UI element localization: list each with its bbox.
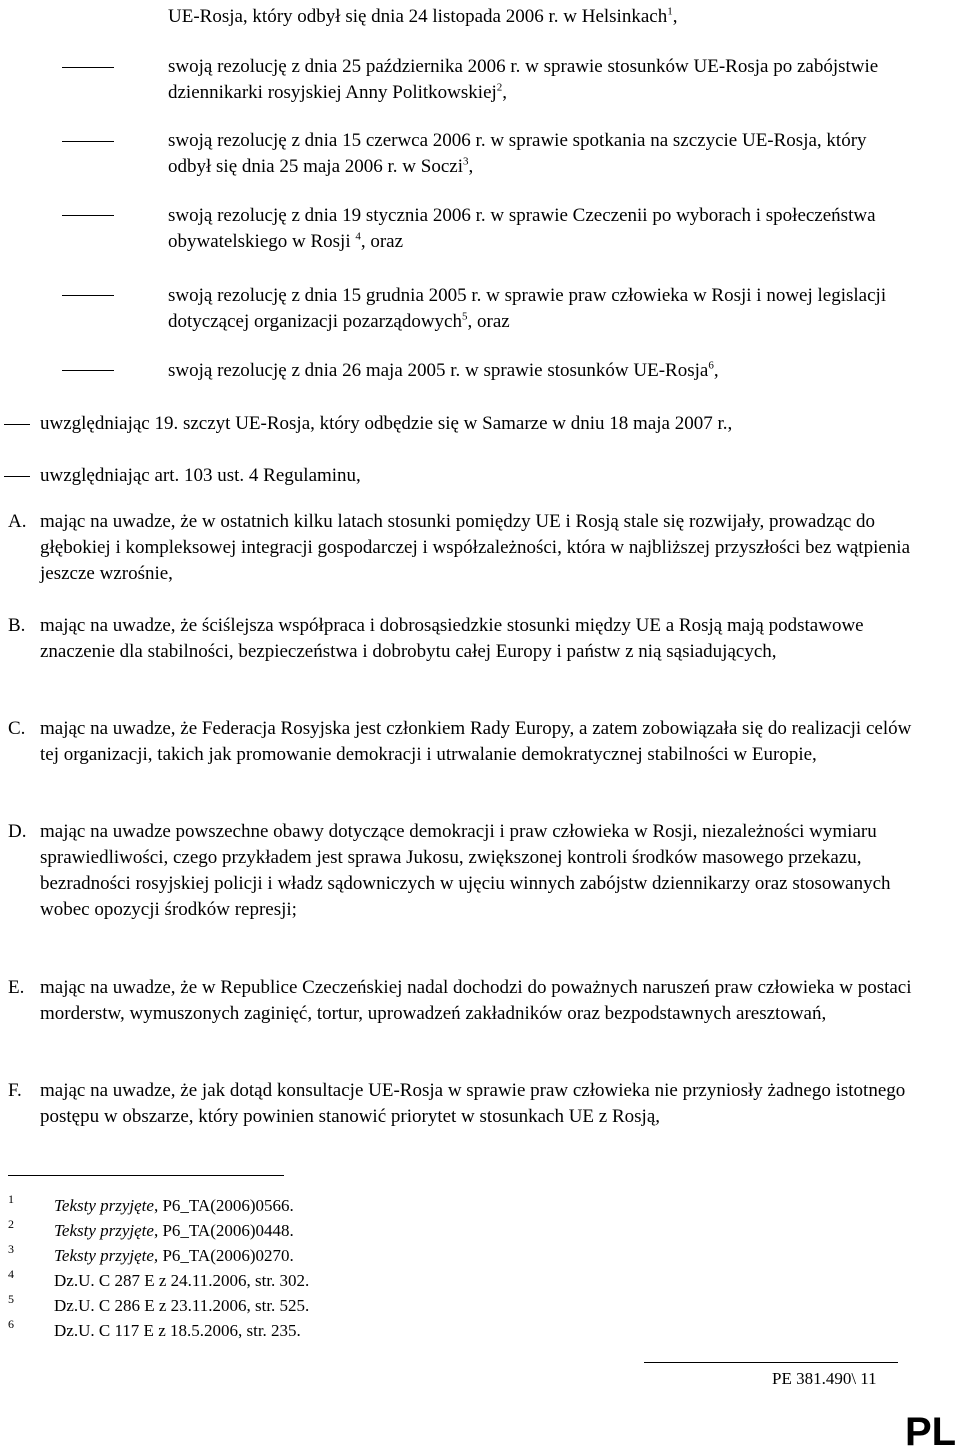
sub-item (168, 358, 908, 384)
footnote-number: 5 (8, 1292, 14, 1306)
sub-item-tail: , (468, 156, 474, 177)
dash-bullet (62, 67, 114, 68)
dash-bullet (62, 370, 114, 371)
footnote-ref: 1 (667, 5, 673, 18)
footnote-text (54, 1195, 294, 1217)
footnote-number: 2 (8, 1217, 14, 1231)
footnote-text (54, 1320, 301, 1342)
recital-text: mając na uwadze powszechne obawy dotyczące demokracji i praw człowieka w Rosji, niezależności wymiaru sprawiedliwości, czego przykładem jest sprawa Jukosu, zwiększonej kontroli środków masowego przekazu, bezradności rosyjskiej policji i władz sądowniczych w ujęciu winnych zabójstw dziennikarzy oraz stosowanych wobec opozycji środków represji; (40, 821, 891, 920)
intro-line-tail: , (672, 6, 678, 27)
recital-text: mając na uwadze, że w ostatnich kilku latach stosunki pomiędzy UE i Rosją stale się rozwijały, prowadząc do głębokiej i kompleksowej integracji gospodarczej i współzależności, która w najbliższej przyszłości bez wątpienia jeszcze wzrośnie, (40, 511, 911, 584)
language-code: PL (905, 1410, 957, 1454)
footnote-number: 1 (8, 1192, 14, 1206)
sub-item-text: swoją rezolucję z dnia 15 czerwca 2006 r. w sprawie spotkania na szczycie UE-Rosja, który odbył się dnia 25 maja 2006 r. w Soczi (168, 130, 867, 177)
footnote-rest: , P6_TA(2006)0566. (153, 1196, 294, 1215)
footnote-separator (8, 1175, 284, 1176)
recital-letter: C. (8, 718, 26, 739)
footnote-ref: 5 (462, 310, 468, 323)
recital-letter: A. (8, 511, 27, 532)
footnote-text (54, 1220, 294, 1242)
footer-separator (644, 1362, 898, 1363)
main-item: uwzględniając 19. szczyt UE-Rosja, który odbędzie się w Samarze w dniu 18 maja 2007 r., (40, 413, 733, 434)
recital-text: mając na uwadze, że ściślejsza współpraca i dobrosąsiedzkie stosunki między UE a Rosją mają podstawowe znaczenie dla stabilności, bezpieczeństwa i dobrobytu całej Europy i państw z nią sąsiadujących, (40, 615, 864, 662)
footnote-rest: P6_TA(2006)0270. (158, 1246, 294, 1265)
sub-item-tail: , (502, 82, 508, 103)
footnote-italic: Teksty przyjęte (54, 1221, 154, 1240)
recital-text: mając na uwadze, że jak dotąd konsultacje UE-Rosja w sprawie praw człowieka nie przyniosły żadnego istotnego postępu w obszarze, który powinien stanowić priorytet w stosunkach UE z Rosją, (40, 1080, 906, 1127)
footnote-rest: Dz.U. C 286 E z 23.11.2006, str. 525. (54, 1296, 310, 1315)
recital-letter: F. (8, 1080, 22, 1101)
sub-item-tail: , oraz (360, 231, 404, 252)
dash-bullet (4, 476, 30, 477)
sub-item-text: swoją rezolucję z dnia 15 grudnia 2005 r. w sprawie praw człowieka w Rosji i nowej legislacji dotyczącej organizacji pozarządowych (168, 285, 887, 332)
footnote-ref: 6 (708, 359, 714, 372)
sub-item-tail: , oraz (467, 311, 510, 332)
recital-letter: E. (8, 977, 25, 998)
footnote-rest: Dz.U. C 117 E z 18.5.2006, str. 235. (54, 1321, 301, 1340)
sub-item (168, 283, 908, 335)
dash-bullet (62, 295, 114, 296)
footnote-rest: , P6_TA(2006)0448. (153, 1221, 294, 1240)
footnote-number: 6 (8, 1317, 14, 1331)
footnote-number: 3 (8, 1242, 14, 1256)
footnote-italic: Teksty przyjęte (54, 1196, 154, 1215)
footnote-text (54, 1295, 309, 1317)
sub-item-text: swoją rezolucję z dnia 25 października 2006 r. w sprawie stosunków UE-Rosja po zabójstwie dziennikarki rosyjskiej Anny Politkowskiej (168, 56, 879, 103)
intro-line-text: UE-Rosja, który odbył się dnia 24 listopada 2006 r. w Helsinkach (168, 6, 668, 27)
sub-item (168, 128, 908, 180)
sub-item-text: swoją rezolucję z dnia 26 maja 2005 r. w sprawie stosunków UE-Rosja (168, 360, 709, 381)
sub-item-text: swoją rezolucję z dnia 19 stycznia 2006 r. w sprawie Czeczenii po wyborach i społeczeństwa obywatelskiego w Rosji (168, 205, 876, 252)
sub-item (168, 54, 908, 106)
dash-bullet (62, 215, 114, 216)
recital-letter: B. (8, 615, 26, 636)
footnote-text (54, 1270, 309, 1292)
page-reference: PE 381.490\ 11 (772, 1369, 877, 1388)
recital-text: mając na uwadze, że w Republice Czeczeńskiej nadal dochodzi do poważnych naruszeń praw człowieka w postaci morderstw, wymuszonych zaginięć, tortur, uprowadzeń zakładników oraz bezpodstawnych aresztowań, (40, 977, 912, 1024)
sub-item-tail: , (713, 360, 719, 381)
recital-text: mając na uwadze, że Federacja Rosyjska jest członkiem Rady Europy, a zatem zobowiązała się do realizacji celów tej organizacji, takich jak promowanie demokracji i utrwalanie demokratycznej stabilności w Europie, (40, 718, 912, 765)
dash-bullet (62, 141, 114, 142)
footnote-text (54, 1245, 294, 1267)
footnote-number: 4 (8, 1267, 14, 1281)
footnote-ref: 2 (496, 81, 503, 94)
footnote-italic: Teksty przyjęte, (54, 1246, 159, 1265)
footnote-ref: 4 (355, 230, 361, 243)
recital-letter: D. (8, 821, 27, 842)
dash-bullet (4, 424, 30, 425)
footnote-ref: 3 (462, 155, 469, 168)
sub-item (168, 203, 908, 255)
main-item: uwzględniając art. 103 ust. 4 Regulaminu, (40, 465, 361, 486)
footnote-rest: Dz.U. C 287 E z 24.11.2006, str. 302. (54, 1271, 310, 1290)
intro-line (168, 4, 928, 30)
